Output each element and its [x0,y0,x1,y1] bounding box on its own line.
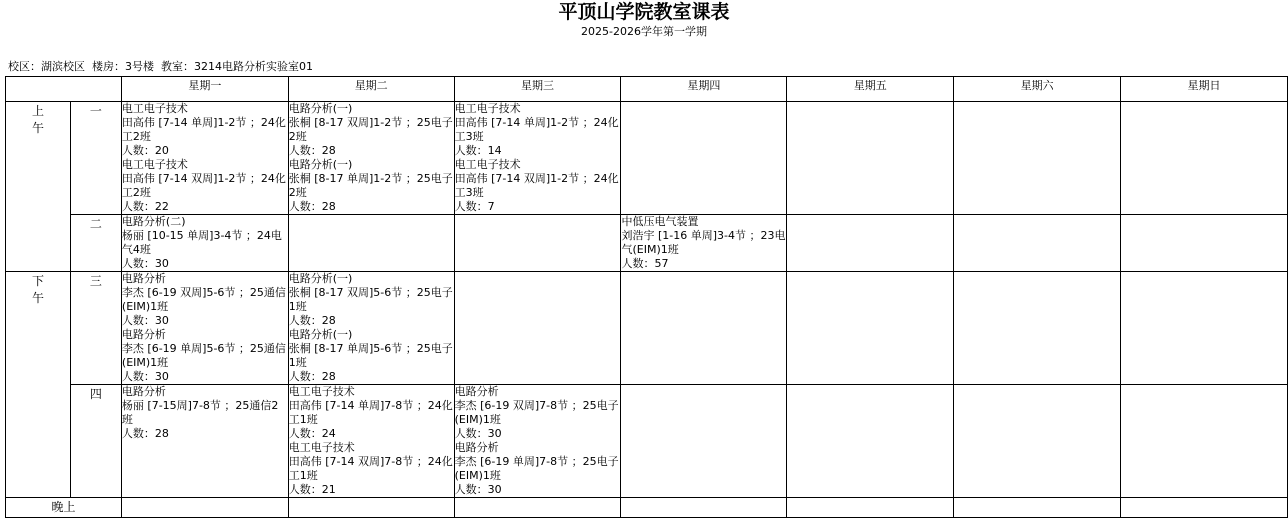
course-name: 电路分析(一) [288,158,353,171]
slot-label-2: 二 [70,215,121,272]
cell-s3-sat [954,272,1121,385]
cell-s4-mon [121,385,288,498]
course-entry [289,272,454,328]
course-detail: 张桐 [8-17 单周]1-2节 ；25电子2班 [288,172,453,199]
day-header-sun: 星期日 [1121,77,1288,102]
course-name: 电路分析(一) [288,102,353,115]
course-entry [455,102,621,158]
course-detail: 李杰 [6-19 单周]5-6节 ；25通信(EIM)1班 [121,342,286,369]
slot-label-3: 三 [70,272,121,385]
course-entry [455,385,621,441]
course-name: 电路分析 [121,328,166,341]
cell-s2-wed [454,215,621,272]
course-count: 人数：30 [454,483,502,496]
course-entry [289,158,454,214]
course-detail: 田高伟 [7-14 双周]1-2节 ；24化工2班 [121,172,286,199]
cell-s3-tue [288,272,454,385]
slot-label-4: 四 [70,385,121,498]
course-count: 人数：7 [454,200,495,213]
course-detail: 李杰 [6-19 双周]7-8节 ；25电子(EIM)1班 [454,399,619,426]
course-name: 电工电子技术 [454,102,521,115]
course-detail: 田高伟 [7-14 单周]1-2节 ；24化工3班 [454,116,619,143]
course-detail: 李杰 [6-19 双周]5-6节 ；25通信(EIM)1班 [121,286,286,313]
course-entry [122,215,288,271]
course-count: 人数：28 [288,370,336,383]
course-count: 人数：30 [121,314,169,327]
course-count: 人数：28 [288,200,336,213]
cell-s1-fri [787,102,954,215]
slot-row-2 [6,215,1288,272]
cell-eve-tue [288,498,454,518]
cell-s3-mon [121,272,288,385]
course-name: 中低压电气装置 [621,215,699,228]
period-afternoon: 下 午 [6,272,71,498]
cell-s4-sat [954,385,1121,498]
cell-s2-thu [621,215,787,272]
course-name: 电路分析(一) [288,272,353,285]
corner-cell [6,77,122,102]
course-count: 人数：28 [288,144,336,157]
course-entry [289,385,454,441]
cell-eve-wed [454,498,621,518]
cell-s4-thu [621,385,787,498]
cell-s2-sun [1121,215,1288,272]
term-subtitle: 2025-2026学年第一学期 [581,25,707,38]
header-row [6,77,1288,102]
slot-label-1: 一 [70,102,121,215]
cell-s1-sun [1121,102,1288,215]
course-count: 人数：20 [121,144,169,157]
day-header-thu: 星期四 [621,77,787,102]
period-morning: 上 午 [6,102,71,272]
course-detail: 张桐 [8-17 双周]5-6节 ；25电子1班 [288,286,453,313]
evening-row [6,498,1288,518]
cell-s2-mon [121,215,288,272]
cell-s4-tue [288,385,454,498]
course-name: 电路分析 [121,272,166,285]
slot-row-3 [6,272,1288,385]
cell-s2-fri [787,215,954,272]
course-count: 人数：28 [121,427,169,440]
course-entry [455,158,621,214]
cell-s2-sat [954,215,1121,272]
cell-eve-fri [787,498,954,518]
period-evening: 晚上 [6,498,122,518]
course-detail: 田高伟 [7-14 双周]1-2节 ；24化工3班 [454,172,619,199]
course-count: 人数：30 [121,370,169,383]
course-detail: 张桐 [8-17 双周]1-2节 ；25电子2班 [288,116,453,143]
room-info: 校区：湖滨校区 楼房：3号楼 教室：3214电路分析实验室01 [8,60,313,73]
cell-s3-fri [787,272,954,385]
course-detail: 杨丽 [10-15 单周]3-4节 ；24电气4班 [121,229,282,256]
cell-s1-thu [621,102,787,215]
course-count: 人数：14 [454,144,502,157]
course-name: 电路分析 [454,385,499,398]
slot-row-1 [6,102,1288,215]
course-count: 人数：57 [621,257,669,270]
cell-s1-tue [288,102,454,215]
cell-eve-sun [1121,498,1288,518]
cell-s4-sun [1121,385,1288,498]
course-entry [289,102,454,158]
cell-s4-wed [454,385,621,498]
course-detail: 田高伟 [7-14 双周]7-8节 ；24化工1班 [288,455,453,482]
cell-s3-wed [454,272,621,385]
course-count: 人数：21 [288,483,336,496]
course-detail: 张桐 [8-17 单周]5-6节 ；25电子1班 [288,342,453,369]
course-name: 电路分析 [121,385,166,398]
day-header-sat: 星期六 [954,77,1121,102]
cell-s3-sun [1121,272,1288,385]
timetable [5,76,1288,518]
course-count: 人数：22 [121,200,169,213]
course-detail: 刘浩宇 [1-16 单周]3-4节 ；23电气(EIM)1班 [621,229,786,256]
cell-eve-sat [954,498,1121,518]
course-entry [289,441,454,497]
course-entry [122,272,288,328]
day-header-mon: 星期一 [121,77,288,102]
course-name: 电路分析(二) [121,215,186,228]
course-entry [621,215,786,271]
course-count: 人数：30 [454,427,502,440]
cell-s4-fri [787,385,954,498]
course-entry [455,441,621,497]
course-name: 电工电子技术 [454,158,521,171]
course-entry [289,328,454,384]
course-detail: 杨丽 [7-15周]7-8节 ；25通信2班 [121,399,279,426]
slot-row-4 [6,385,1288,498]
course-name: 电工电子技术 [121,158,188,171]
course-count: 人数：24 [288,427,336,440]
page-title: 平顶山学院教室课表 [558,1,730,23]
course-count: 人数：30 [121,257,169,270]
cell-s1-wed [454,102,621,215]
course-detail: 李杰 [6-19 单周]7-8节 ；25电子(EIM)1班 [454,455,619,482]
course-entry [122,158,288,214]
cell-eve-thu [621,498,787,518]
course-detail: 田高伟 [7-14 单周]1-2节 ；24化工2班 [121,116,286,143]
day-header-tue: 星期二 [288,77,454,102]
course-name: 电路分析 [454,441,499,454]
cell-eve-mon [121,498,288,518]
cell-s3-thu [621,272,787,385]
course-entry [122,385,288,441]
course-entry [122,102,288,158]
course-name: 电工电子技术 [288,441,355,454]
course-name: 电工电子技术 [121,102,188,115]
course-count: 人数：28 [288,314,336,327]
course-name: 电工电子技术 [288,385,355,398]
cell-s2-tue [288,215,454,272]
course-name: 电路分析(一) [288,328,353,341]
cell-s1-sat [954,102,1121,215]
day-header-wed: 星期三 [454,77,621,102]
course-detail: 田高伟 [7-14 单周]7-8节 ；24化工1班 [288,399,453,426]
course-entry [122,328,288,384]
cell-s1-mon [121,102,288,215]
day-header-fri: 星期五 [787,77,954,102]
